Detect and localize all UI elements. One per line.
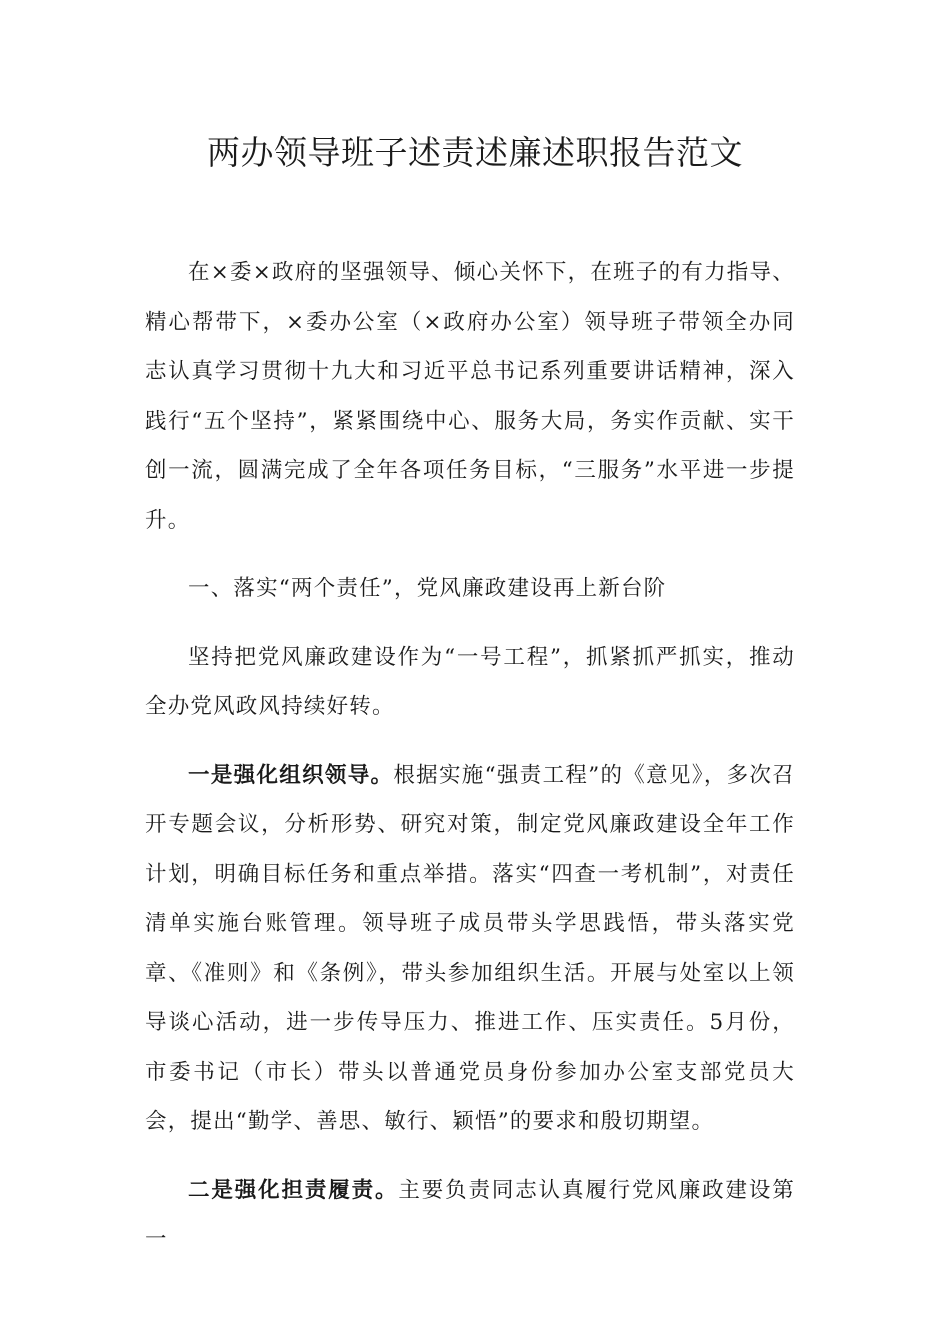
paragraph-text: 坚持把党风廉政建设作为“一号工程”，抓紧抓严抓实，推动全办党风政风持续好转。 [145, 644, 795, 719]
paragraph-lead: 二是强化担责履责。 [188, 1177, 399, 1203]
paragraph-text: 一、落实“两个责任”，党风廉政建设再上新台阶 [188, 576, 667, 601]
point-two-paragraph [145, 1166, 795, 1265]
paragraph-text: 主要负责同志认真履行党风廉政建设第一 [145, 1177, 795, 1252]
document-title: 两办领导班子述责述廉述职报告范文 [207, 133, 743, 172]
paragraph-text: 在×委×政府的坚强领导、倾心关怀下，在班子的有力指导、精心帮带下，×委办公室（×政府办公室）领导班子带领全办同志认真学习贯彻十九大和习近平总书记系列重要讲话精神，深入践行“五个坚持”，紧紧围绕中心、服务大局，务实作贡献、实干创一流，圆满完成了全年各项任务目标，“三服务”水平进一步提升。 [145, 260, 795, 533]
section-heading [145, 564, 795, 614]
point-one-paragraph [145, 751, 795, 1147]
paragraph-text: 根据实施“强责工程”的《意见》，多次召开专题会议，分析形势、研究对策，制定党风廉政建设全年工作计划，明确目标任务和重点举措。落实“四查一考机制”，对责任清单实施台账管理。领导班子成员带头学思践悟，带头落实党章、《准则》和《条例》，带头参加组织生活。开展与处室以上领导谈心活动，进一步传导压力、推进工作、压实责任。5月份，市委书记（市长）带头以普通党员身份参加办公室支部党员大会，提出“勤学、善思、敏行、颖悟”的要求和殷切期望。 [145, 762, 795, 1134]
intro-paragraph [145, 248, 795, 545]
paragraph-lead: 一是强化组织领导。 [188, 762, 394, 788]
document-body [145, 248, 795, 1265]
section-summary-paragraph [145, 633, 795, 732]
